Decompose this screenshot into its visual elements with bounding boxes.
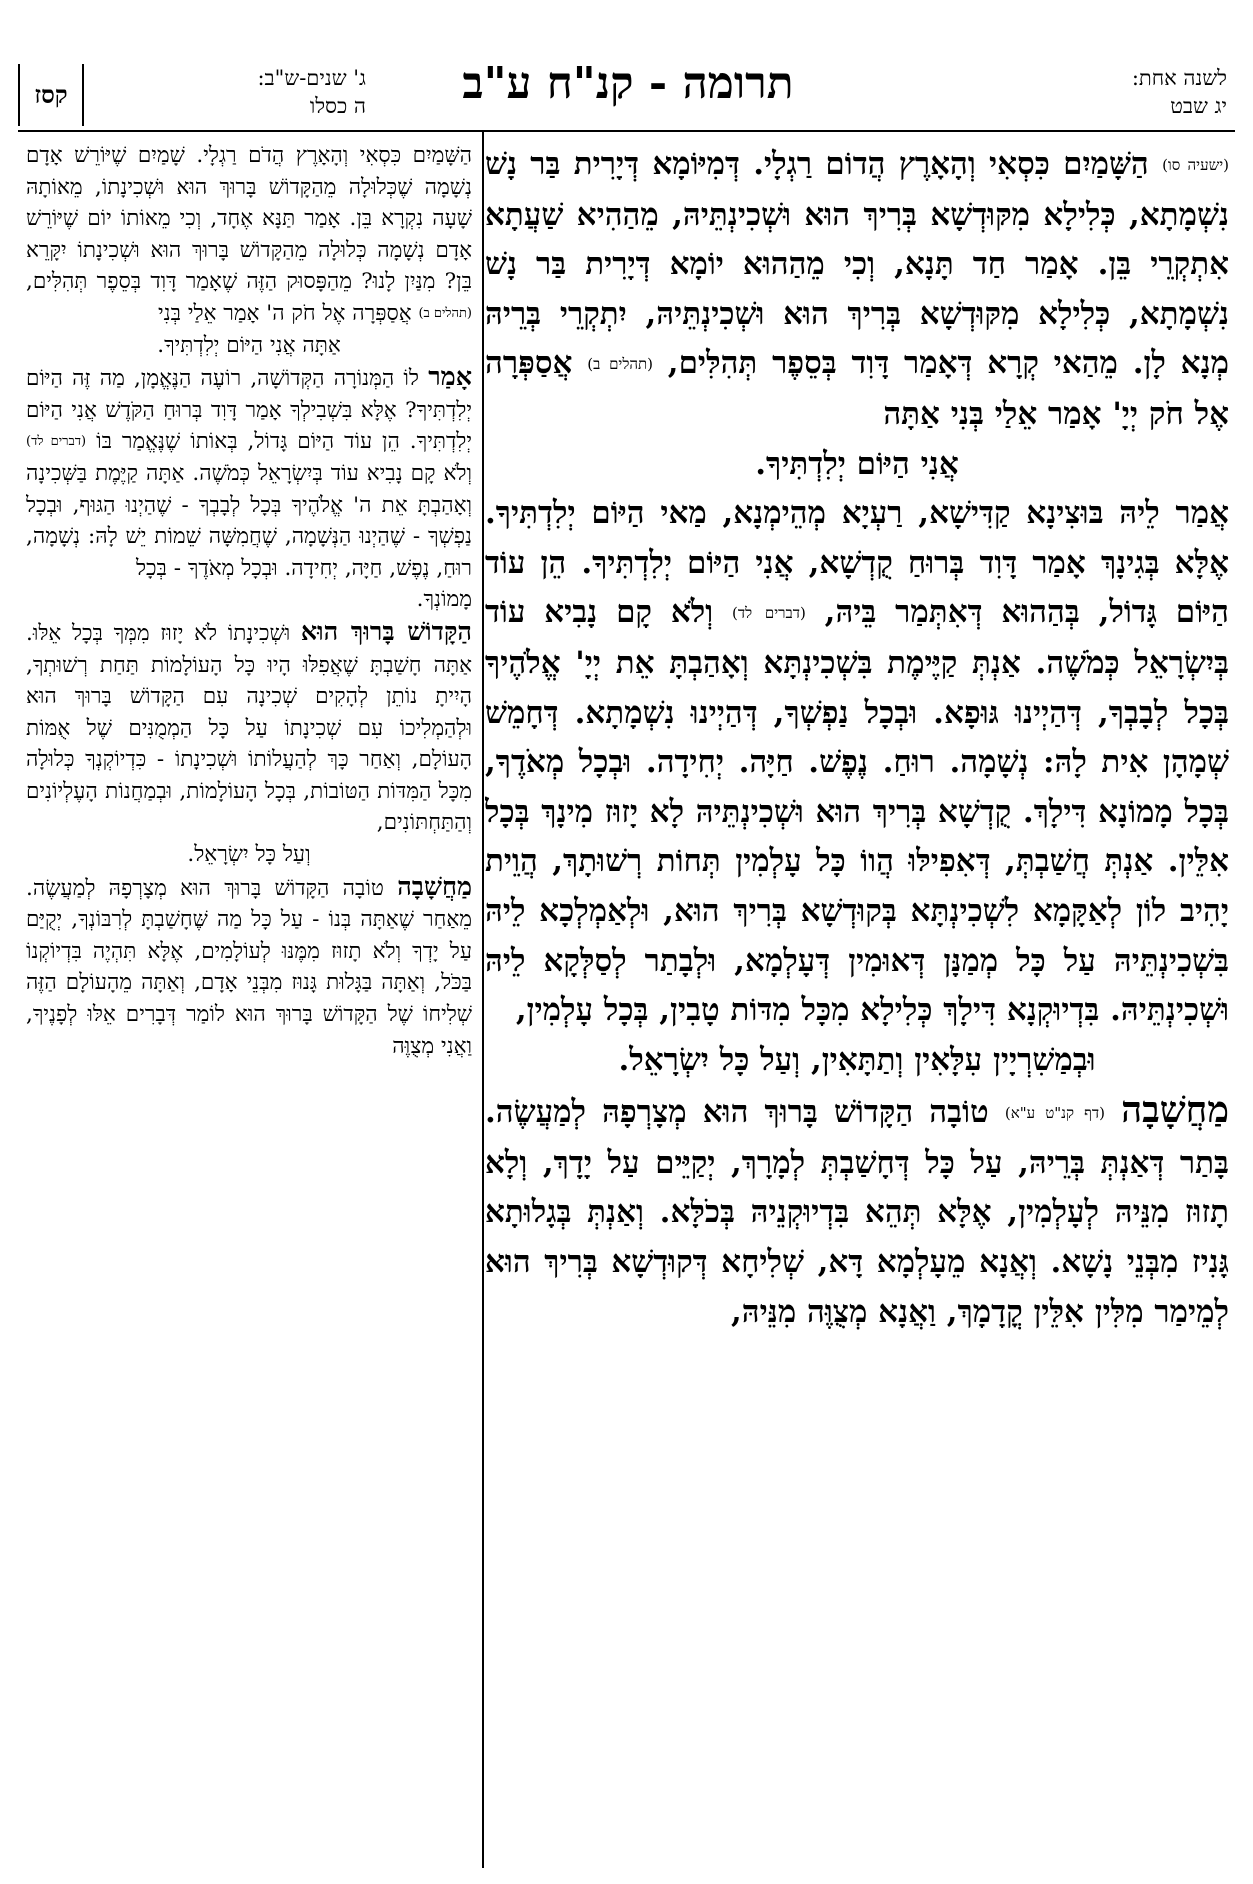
schedule-date-three-years: ה כסלו (309, 94, 366, 118)
paragraph-text: אֲמַר לֵיהּ בּוּצִינָא קַדִּישָׁא, רַעְיָא מְהֵימְנָא, מַאי הַיּוֹם יְלִדְתִּיךָ. אֶלָּא בְּגִינָךְ אָמַר דָּוִד בְּרוּחַ קֻדְשָׁא, אֲנִי הַיּוֹם יְלִדְתִּיךָ. הֵן עוֹד הַיּוֹם גָּדוֹל, בְּהַהוּא דְּאִתְּמַר בֵּיהּ, (485, 495, 1229, 631)
source-citation: (דברים לד) (732, 604, 806, 623)
schedule-date-one-year: יג שבט (1170, 94, 1227, 118)
paragraph-text: וְלֹא קָם נָבִיא עוֹד בְּיִשְׂרָאֵל כְּמֹשֶׁה. אַנְתְּ קַיֶּימֶת בִּשְׁכִינְתָּא וְאָהַבְתָּ אֵת יְיָ' אֱלֹהֶיךָ בְּכָל לְבָבְךָ, דְּהַיְינוּ גּוּפָא. וּבְכָל נַפְשְׁךָ, דְּהַיְינוּ נִשְׁמָתָא. דְּחָמֵשׁ שְׁמָהָן אִית לָהּ: נְשָׁמָה. רוּחַ. נֶפֶשׁ. חַיָּה. יְחִידָה. וּבְכָל מְאֹדֶךָ, בְּכָל מָמוֹנָא דִּילָךְ. קֻדְשָׁא בְּרִיךְ הוּא וּשְׁכִינְתֵּיהּ לָא יָזוּז מִינָךְ בְּכָל אִלֵּין. אַנְתְּ חֲשַׁבְתְּ, דְּאִפִילּוּ הֲווֹ כָּל עָלְמִין תְּחוֹת רְשׁוּתָךְ, הֲוֵית יָהִיב לוֹן לְאַקָּמָא לִשְׁכִינְתָּא בְּקוּדְשָׁא בְּרִיךְ הוּא, וּלְאַמְלְכָא לֵיהּ בִּשְׁכִינְתֵּיהּ עַל כָּל מְמַנָּן דְּאוּמִין דְּעָלְמָא, וּלְבָתַר לְסַלְּקָא לֵיהּ וּשְׁכִינְתֵּיהּ. בִּדְיוּקְנָא דִּילָךְ כְּלִילָא מִכָּל מִדּוֹת טָבִין, בְּכָל עָלְמִין, (485, 594, 1229, 1029)
main-text-column (485, 140, 1229, 1860)
paragraph-text: הַשָּׁמַיִם כִּסְאִי וְהָאָרֶץ הֲדֹם רַגְלָי. שָׁמַיִם שֶׁיּוֹרֵשׁ אָדָם נְשָׁמָה שֶׁכְּלוּלָה מֵהַקָּדוֹשׁ בָּרוּךְ הוּא וּשְׁכִינָתוֹ, מֵאוֹתָהּ שָׁעָה נִקְרָא בֵּן. אָמַר תַּנָּא אֶחָד, וְכִי מֵאוֹתוֹ יוֹם שֶׁיּוֹרֵשׁ אָדָם נְשָׁמָה כְּלוּלָה מֵהַקָּדוֹשׁ בָּרוּךְ הוּא וּשְׁכִינָתוֹ יִקָּרֵא בֵּן? מִנַּיִן לָנוּ? מֵהַפָּסוּק הַזֶּה שֶׁאָמַר דָּוִד בְּסֵפֶר תְּהִלִּים, (26, 143, 472, 295)
header-divider (18, 130, 1235, 132)
main-paragraph-3 (485, 1085, 1229, 1337)
paragraph-text: טוֹבָה הַקָּדוֹשׁ בָּרוּךְ הוּא מְצָרְפָהּ לְמַעֲשֶׂה. מֵאַחַר שֶׁאַתָּה בְּנוֹ - עַל כָּל מַה שֶּׁחָשַׁבְתָּ לְרִבּוֹנְךָ, יְקֻיַּם עַל יָדְךָ וְלֹא תָזוּז מִמֶּנּוּ לְעוֹלָמִים, אֶלָּא תִּהְיֶה בִּדְיוֹקְנוֹ בַּכֹּל, וְאַתָּה בַּגָּלוּת גָּנוּז מִבְּנֵי אָדָם, וְאַתָּה מֵהָעוֹלָם הַזֶּה שְׁלִיחוֹ שֶׁל הַקָּדוֹשׁ בָּרוּךְ הוּא לוֹמַר דְּבָרִים אֵלּוּ לְפָנֶיךָ, וַאֲנִי מְצֻוֶּה (26, 875, 472, 1059)
page-title: תרומה - קנ"ח ע"ב (462, 58, 794, 109)
study-schedule-three-years (257, 64, 366, 120)
paragraph-lead-word: אָמַר (428, 361, 472, 392)
main-paragraph-2-closing: וּבְמַשִׁרְיָין עִלָּאִין וְתַתָּאִין, וְעַל כָּל יִשְׂרָאֵל. (618, 1041, 1096, 1078)
paragraph-text: וְלֹא קָם נָבִיא עוֹד בְּיִשְׂרָאֵל כְּמֹשֶׁה. אַתָּה קַיֶּמֶת בַּשְּׁכִינָה וְאָהַבְתָּ אֵת ה' אֱלֹהֶיךָ בְּכָל לְבָבְךָ - שֶׁהַיְנוּ הַגּוּף, וּבְכָל נַפְשְׁךָ - שֶׁהַיְנוּ הַנְּשָׁמָה, שֶׁחֲמִשָּׁה שֵׁמוֹת יֵשׁ לָהּ: נְשָׁמָה, רוּחַ, נֶפֶשׁ, חַיָּה, יְחִידָה. וּבְכָל מְאֹדֶךָ - בְּכָל (26, 460, 472, 581)
schedule-label-three-years: ג' שנים-ש"ב: (257, 66, 366, 90)
side-paragraph-1-closing: אַתָּה אֲנִי הַיּוֹם יְלִדְתִּיךָ. (157, 332, 341, 358)
main-paragraph-1 (485, 140, 1229, 440)
source-citation: (ישעיה סו) (1162, 156, 1229, 174)
source-citation: (תהלים ב) (418, 305, 472, 321)
study-schedule-one-year (1132, 64, 1227, 120)
side-paragraph-2 (26, 361, 472, 584)
paragraph-text: אֲסַפְּרָה אֶל חֹק ה' אָמַר אֵלַי בְּנִי (158, 300, 412, 326)
paragraph-text: לוֹ הַמְּנוֹרָה הַקְּדוֹשָׁה, רוֹעֶה הַנֶּאֱמָן, מַה זֶּה הַיּוֹם יְלִדְתִּיךָ? אֶלָּא בִּשְׁבִילְךָ אָמַר דָּוִד בְּרוּחַ הַקֹּדֶשׁ אֲנִי הַיּוֹם יְלִדְתִּיךָ. הֵן עוֹד הַיּוֹם גָּדוֹל, בְּאוֹתוֹ שֶׁנֶּאֱמַר בּוֹ (26, 366, 472, 455)
column-divider (482, 132, 484, 1868)
main-paragraph-1-closing: אֲנִי הַיּוֹם יְלִדְתִּיךָ. (755, 445, 959, 482)
paragraph-lead-word: מַחֲשָׁבָה (1121, 1088, 1229, 1132)
paragraph-lead-word: הַקָּדוֹשׁ בָּרוּךְ הוּא (300, 615, 472, 646)
paragraph-text: הַשָּׁמַיִם כִּסְאִי וְהָאָרֶץ הֲדוֹם רַגְלָי. דְּמִיּוֹמָא דְּיָרִית בַּר נָשׁ נִשְׁמָתָא, כְּלִילָא מִקּוּדְשָׁא בְּרִיךְ הוּא וּשְׁכִינְתֵּיהּ, מֵהַהִיא שַׁעֲתָא אִתְקְרֵי בֵּן. אָמַר חַד תָּנָא, וְכִי מֵהַהוּא יוֹמָא דְּיָרִית בַּר נָשׁ נִשְׁמָתָא, כְּלִילָא מִקּוּדְשָׁא בְּרִיךְ הוּא וּשְׁכִינְתֵּיהּ, יִתְקְרֵי בְּרֵיהּ מְנָא לָן. מֵהַאי קְרָא דְּאָמַר דָּוִד בְּסֵפֶר תְּהִלִּים, (485, 146, 1229, 382)
page (18, 28, 1235, 1868)
main-paragraph-2 (485, 489, 1229, 1036)
paragraph-lead-word: מַחֲשָׁבָה (397, 870, 472, 901)
source-citation: (דברים לד) (26, 434, 87, 450)
source-citation: (דף קנ"ט ע"א) (1004, 1104, 1105, 1123)
translation-column (26, 140, 472, 1860)
folio-number: קסז (18, 64, 84, 126)
header-left-block (18, 64, 370, 128)
schedule-label-one-year: לשנה אחת: (1131, 66, 1227, 90)
side-paragraph-3 (26, 616, 472, 839)
paragraph-text: טוֹבָה הַקָּדוֹשׁ בָּרוּךְ הוּא מְצָרְפָהּ לְמַעֲשֶׂה. בָּתַר דְּאַנְתְּ בְּרֵיהּ, עַל כָּל דְּחָשַׁבְתְּ לְמָרָךְ, יְקַיֵּים עַל יָדָךְ, וְלָא תָזוּז מִנֵּיהּ לְעָלְמִין, אֶלָּא תְּהֵא בִּדְיוּקְנֵיהּ בְּכֹלָּא. וְאַנְתְּ בְּגָלוּתָא גָּנִיז מִבְּנֵי נָשָׁא. וְאֲנָא מֵעָלְמָא דָּא, שְׁלִיחָא דְּקוּדְשָׁא בְּרִיךְ הוּא לְמֵימַר מִלִּין אִלֵּין קֳדָמָךְ, וַאֲנָא מְצֻוֶּה מִנֵּיהּ, (485, 1094, 1229, 1330)
paragraph-text: אֲסַפְּרָה אֶל חֹק יְיָ' אָמַר אֵלַי בְּנִי אַתָּה (485, 345, 1229, 432)
paragraph-text: וּשְׁכִינָתוֹ לֹא יָזוּז מִמְּךָ בְּכָל אֵלּוּ. אַתָּה חָשַׁבְתָּ שֶׁאֲפִלּוּ הָיוּ כָּל הָעוֹלָמוֹת תַּחַת רְשׁוּתְךָ, הָיִיתָ נוֹתֵן לְהָקִים שְׁכִינָה עִם הַקָּדוֹשׁ בָּרוּךְ הוּא וּלְהַמְלִיכוֹ עִם שְׁכִינָתוֹ עַל כָּל הַמְמֻנִּים שֶׁל אֻמּוֹת הָעוֹלָם, וְאַחַר כָּךְ לְהַעֲלוֹתוֹ וּשְׁכִינָתוֹ - כִּדְיוֹקְנְךָ כְּלוּלָה מִכָּל הַמִּדּוֹת הַטּוֹבוֹת, בְּכָל הָעוֹלָמוֹת, וּבְמַחֲנוֹת הָעֶלְיוֹנִים וְהַתַּחְתּוֹנִים, (26, 620, 472, 836)
page-header (18, 28, 1235, 118)
side-paragraph-2-closing: מָמוֹנְךָ. (416, 587, 472, 613)
side-paragraph-4 (26, 871, 472, 1063)
side-paragraph-1 (26, 140, 472, 330)
source-citation: (תהלים ב) (587, 355, 654, 374)
side-paragraph-3-closing: וְעַל כָּל יִשְׂרָאֵל. (187, 842, 311, 868)
